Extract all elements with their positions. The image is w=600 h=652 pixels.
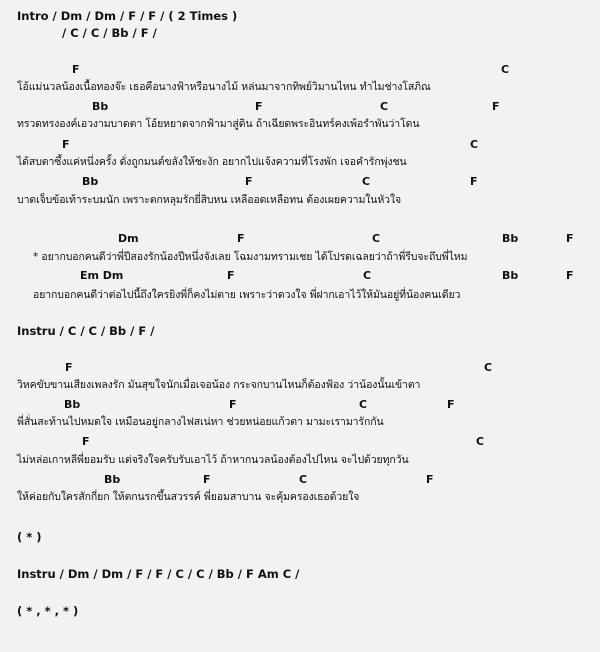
lyric-line: ทรวดทรงองค์เอวงามบาดตา โอ้ยหยาดจากฟ้ามาสู่ดิน ถ้าเฉียดพระอินทร์คงเพ้อรำพันว่าโดน (17, 118, 420, 130)
chord: F (82, 435, 90, 448)
chord: F (492, 100, 500, 113)
chord: F (426, 473, 434, 486)
lyric-line: * อยากบอกคนดีว่าพี่ปีสองรักน้องปีหนึ่งจังเลย โฉมงามทรามเชย ได้โปรดเฉลยว่าถ้าพี่รีบจะถึบพี่ไหม (33, 251, 468, 263)
chord: C (501, 63, 510, 76)
lyric-line: ให้ค่อยกับใครสักกี่ยก ให้ตกนรกขึ้นสวรรค์ พี่ยอมสาบาน จะคุ้มครองเธอด้วยใจ (17, 491, 360, 503)
repeat-marker: ( * ) (17, 530, 42, 544)
intro-line-2: / C / C / Bb / F / (62, 26, 157, 40)
lyric-line: ไม่หล่อเกาหลีพี่ยอมรับ แต่จริงใจครับรับเอาไว้ ถ้าหากนวลน้องต้องไปไหน จะไปด้วยทุกวัน (17, 454, 409, 466)
repeat-marker: ( * , * , * ) (17, 604, 79, 618)
chord: F (203, 473, 211, 486)
chord: F (229, 398, 237, 411)
chord: C (299, 473, 308, 486)
instrumental-line: Instru / Dm / Dm / F / F / C / C / Bb / F Am C / (17, 567, 300, 581)
chord: Em Dm (80, 269, 124, 282)
lyric-line: โอ้แม่นวลน้องเนื้อทองจ๊ะ เธอคือนางฟ้าหรือนางไม้ หล่นมาจากทิพย์วิมานไหน ทำไมช่างโสภิณ (17, 81, 431, 93)
chord: F (72, 63, 80, 76)
instrumental-line: Instru / C / C / Bb / F / (17, 324, 155, 338)
chord: C (484, 361, 493, 374)
chord: F (227, 269, 235, 282)
lyric-line: วิหคขับขานเสียงเพลงรัก มันสุขใจนักเมื่อเจอน้อง กระจกบานไหนก็ต้องฟ้อง ว่าน้องนั้นเข้าตา (17, 379, 421, 391)
chord: F (245, 175, 253, 188)
lyric-line: อยากบอกคนดีว่าต่อไปนี้ถึงใครยิงพี่ก็คงไม่ตาย เพราะว่าดวงใจ พี่ฝากเอาไว้ให้มันอยู่ที่น้องคนเดียว (33, 289, 461, 301)
chord: F (65, 361, 73, 374)
chord: F (566, 232, 574, 245)
chord: Bb (502, 232, 519, 245)
chord: C (363, 269, 372, 282)
chord: C (372, 232, 381, 245)
chord: F (566, 269, 574, 282)
chord: C (359, 398, 368, 411)
chord: Bb (64, 398, 81, 411)
chord: C (470, 138, 479, 151)
chord: Dm (118, 232, 139, 245)
lyric-line: บาดเจ็บข้อเท้าระบมนัก เพราะตกหลุมรักยี่สิบหน เหลืออดเหลือทน ต้องเผยความในหัวใจ (17, 194, 402, 206)
intro-line-1: Intro / Dm / Dm / F / F / ( 2 Times ) (17, 9, 238, 23)
chord: F (447, 398, 455, 411)
chord: Bb (82, 175, 99, 188)
chord: C (476, 435, 485, 448)
chord: F (62, 138, 70, 151)
chord: Bb (502, 269, 519, 282)
chord: C (362, 175, 371, 188)
chord: Bb (92, 100, 109, 113)
chord: F (470, 175, 478, 188)
chord: Bb (104, 473, 121, 486)
lyric-line: พี่สั่นสะท้านไปหมดใจ เหมือนอยู่กลางไฟสเน่หา ช่วยหน่อยแก้วตา มามะเรามารักกัน (17, 416, 384, 428)
chord: F (255, 100, 263, 113)
lyric-line: ได้สบตาซึ้งแค่หนึ่งครั้ง ดั่งถูกมนต์ขลังให้ชะงัก อยากไปแจ้งความที่โรงพัก เจอคำรักพุ่งชน (17, 156, 407, 168)
chord: F (237, 232, 245, 245)
chord: C (380, 100, 389, 113)
